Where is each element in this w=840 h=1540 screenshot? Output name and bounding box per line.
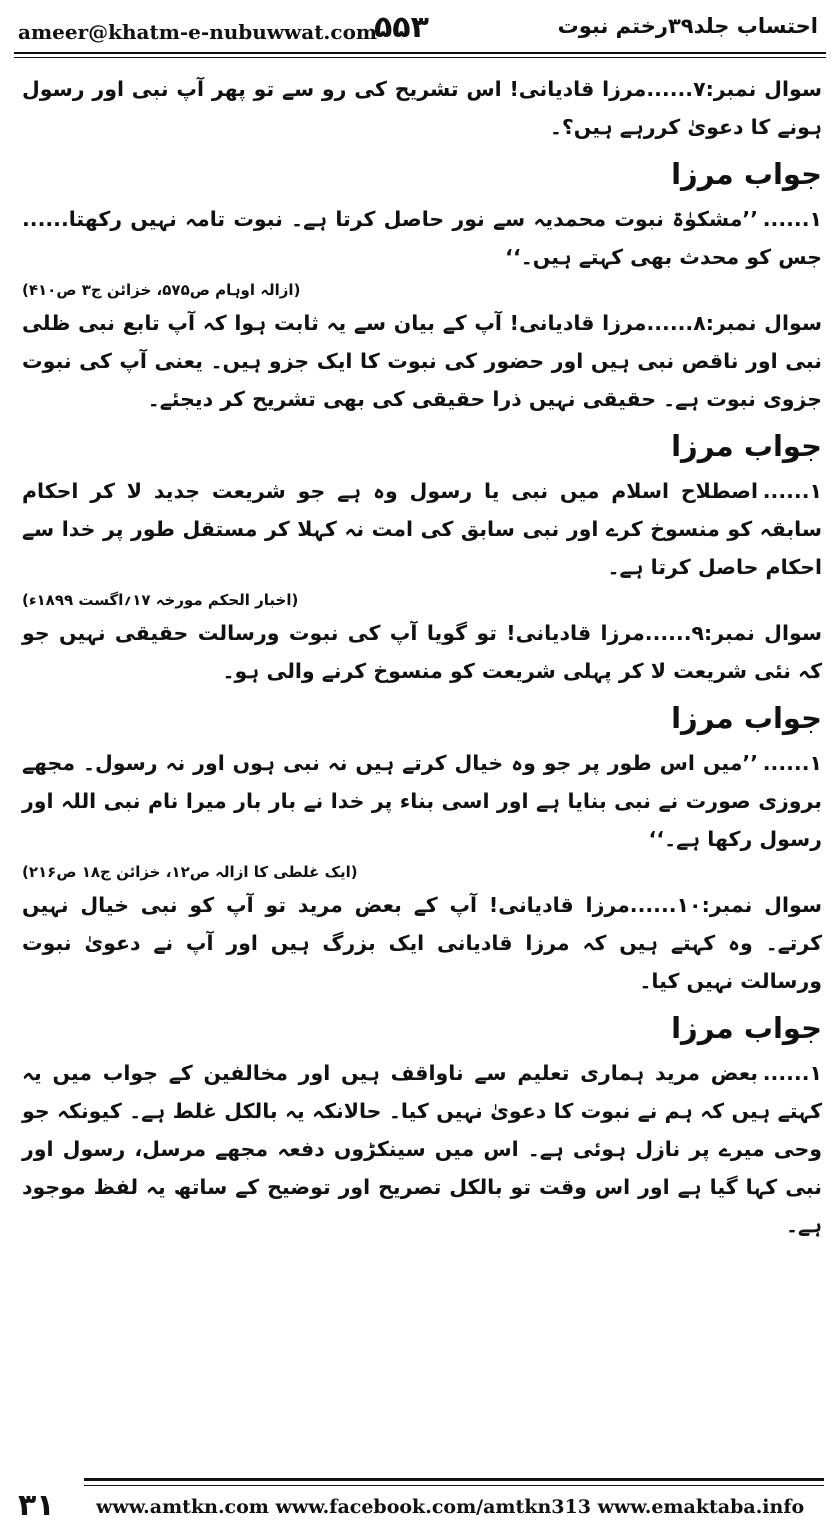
question-paragraph: سوال نمبر:۹......مرزا قادیانی! تو گویا آپ کی نبوت ورسالت حقیقی نہیں جو کہ نئی شریعت لا کر پہلی شریعت کو منسوخ کرنے والی ہو۔ (22, 621, 822, 683)
folio-number: ۳۱ (18, 1488, 55, 1523)
citation: (ازالہ اوہام ص۵۷۵، خزائن ج۳ ص۴۱۰) (22, 281, 301, 299)
header-rule-thin (14, 57, 826, 58)
item-marker: ۱...... (762, 207, 822, 231)
header-rule-thick (14, 52, 826, 54)
paragraph-text: اصطلاح اسلام میں نبی یا رسول وہ ہے جو شریعت جدید لا کر احکام سابقہ کو منسوخ کرے اور نبی سابق کی امت نہ کہلا کر مستقل طور پر خدا سے احکام حاصل کرتا ہے۔ (22, 479, 822, 579)
answer-heading: جواب مرزا (671, 1011, 822, 1045)
item-marker: ۱...... (762, 751, 822, 775)
question-paragraph: سوال نمبر:۱۰......مرزا قادیانی! آپ کے بعض مرید تو آپ کو نبی خیال نہیں کرتے۔ وہ کہتے ہیں کہ مرزا قادیانی ایک بزرگ ہیں اور آپ نے دعویٰ نبوت ورسالت نہیں کیا۔ (22, 893, 822, 993)
paragraph-text: ’’میں اس طور پر جو وہ خیال کرتے ہیں نہ نبی ہوں اور نہ رسول۔ مجھے بروزی صورت نے نبی بنایا ہے اور اسی بناء پر خدا نے بار بار میرا نام نبی اللہ اور رسول رکھا ہے۔‘‘ (22, 751, 822, 851)
paragraph-text: بعض مرید ہماری تعلیم سے ناواقف ہیں اور مخالفین کے جواب میں یہ کہتے ہیں کہ ہم نے نبوت کا دعویٰ نہیں کیا۔ حالانکہ یہ بالکل غلط ہے۔ کیونکہ جو وحی میرے پر نازل ہوئی ہے۔ اس میں سینکڑوں دفعہ مجھے مرسل، رسول اور نبی کہا گیا ہے اور اس وقت تو بالکل تصریح اور توضیح کے ساتھ یہ لفظ موجود ہے۔ (22, 1061, 822, 1237)
header-email: ameer@khatm-e-nubuwwat.com (18, 20, 378, 44)
answer-paragraph (22, 744, 822, 858)
question-paragraph: سوال نمبر:۷......مرزا قادیانی! اس تشریح کی رو سے تو پھر آپ نبی اور رسول ہونے کا دعویٰ کررہے ہیں؟۔ (22, 77, 822, 139)
answer-paragraph (22, 472, 822, 586)
footer-rule-thin (84, 1485, 824, 1486)
page-body (22, 70, 822, 1244)
running-title: احتساب جلد۳۹رختم نبوت (557, 14, 818, 38)
page-footer (0, 1474, 840, 1540)
citation: (اخبار الحکم مورخہ ۱۷؍اگست ۱۸۹۹ء) (22, 591, 299, 609)
answer-paragraph (22, 1054, 822, 1244)
paragraph-text: ’’مشکوٰۃ نبوت محمدیہ سے نور حاصل کرتا ہے۔ نبوت تامہ نہیں رکھتا...... جس کو محدث بھی کہتے ہیں۔‘‘ (22, 207, 822, 269)
answer-heading: جواب مرزا (671, 701, 822, 735)
footer-websites: www.amtkn.com www.facebook.com/amtkn313 www.emaktaba.info (96, 1496, 805, 1518)
item-marker: ۱...... (762, 479, 822, 503)
answer-heading: جواب مرزا (671, 429, 822, 463)
answer-heading: جواب مرزا (671, 157, 822, 191)
answer-paragraph (22, 200, 822, 276)
footer-rule-thick (84, 1478, 824, 1481)
item-marker: ۱...... (762, 1061, 822, 1085)
question-paragraph: سوال نمبر:۸......مرزا قادیانی! آپ کے بیان سے یہ ثابت ہوا کہ آپ تابع نبی ظلی نبی اور ناقص نبی ہیں اور حضور کی نبوت کا ایک جزو ہیں۔ یعنی آپ کی نبوت جزوی نبوت ہے۔ حقیقی نہیں ذرا حقیقی کی بھی تشریح کر دیجئے۔ (22, 311, 822, 411)
citation: (ایک غلطی کا ازالہ ص۱۲، خزائن ج۱۸ ص۲۱۶) (22, 863, 358, 881)
page-header (0, 0, 840, 62)
page-number: ۵۵۳ (374, 10, 429, 45)
